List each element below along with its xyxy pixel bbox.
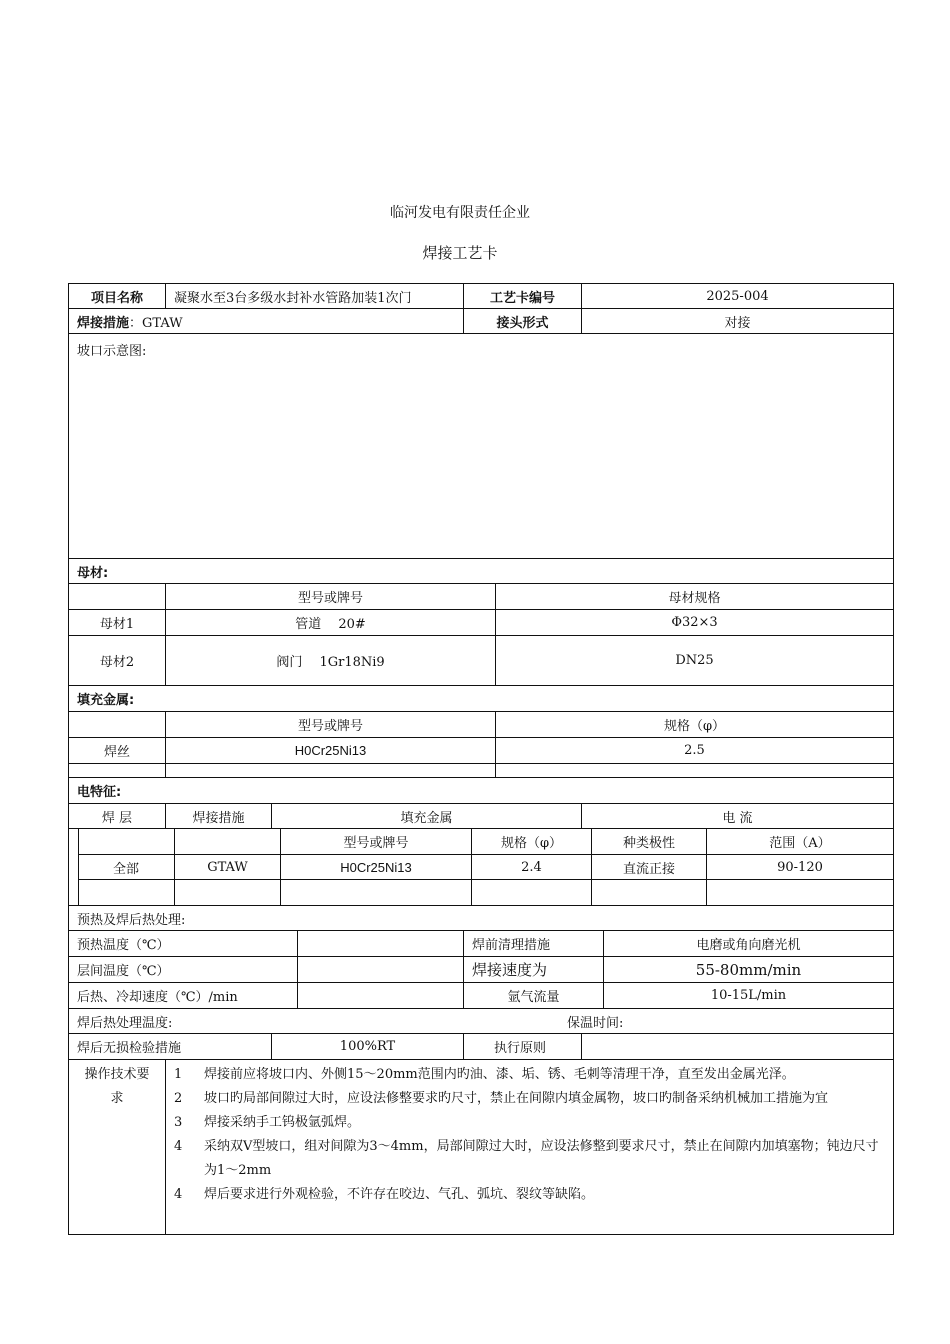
requirements-list bbox=[165, 1060, 893, 1234]
ndt-row bbox=[69, 1034, 893, 1060]
electrical-inner bbox=[69, 829, 893, 906]
sub-spec: 规格（φ） bbox=[471, 829, 591, 854]
base-metal-1-spec: Φ32×3 bbox=[495, 610, 893, 635]
method-value: ：GTAW bbox=[129, 315, 183, 331]
requirements-label-line2: 求 bbox=[110, 1091, 124, 1106]
groove-sketch-area bbox=[69, 334, 893, 559]
item-number: 4 bbox=[174, 1187, 183, 1202]
requirements-row bbox=[69, 1060, 893, 1235]
col-method: 焊接措施 bbox=[165, 804, 271, 828]
table-row bbox=[78, 855, 893, 880]
base-metal-header-row bbox=[69, 584, 893, 610]
project-value: 凝聚水至3台多级水封补水管路加装1次门 bbox=[165, 284, 463, 308]
filler-label: 填充金属: bbox=[77, 693, 135, 708]
argon-label: 氩气流量 bbox=[463, 983, 603, 1008]
col-current: 电 流 bbox=[581, 804, 893, 828]
table-row bbox=[69, 610, 893, 636]
item-number: 2 bbox=[174, 1091, 183, 1106]
method-label: 焊接措施 bbox=[77, 315, 130, 331]
base-metal-2-spec: DN25 bbox=[495, 636, 893, 685]
card-no-value: 2025-004 bbox=[581, 284, 893, 308]
electrical-subheader-row bbox=[78, 829, 893, 855]
sub-range: 范围（A） bbox=[706, 829, 893, 854]
groove-label: 坡口示意图: bbox=[77, 344, 147, 359]
base-metal-1-model: 管道 20# bbox=[165, 610, 495, 635]
sub-polarity: 种类极性 bbox=[591, 829, 706, 854]
filler-wire-spec: 2.5 bbox=[495, 738, 893, 763]
base-metal-2-model: 阀门 1Gr18Ni9 bbox=[165, 636, 495, 685]
method-value: GTAW bbox=[174, 855, 280, 879]
table-row bbox=[69, 738, 893, 764]
base-metal-label: 母材: bbox=[77, 565, 109, 581]
table-row bbox=[69, 636, 893, 686]
principle-label: 执行原则 bbox=[463, 1034, 581, 1059]
empty-cell bbox=[280, 880, 471, 905]
table-row bbox=[69, 931, 893, 957]
speed-value: 55-80mm/min bbox=[603, 957, 893, 982]
joint-value: 对接 bbox=[581, 309, 893, 333]
item-text: 焊接前应将坡口内、外侧15～20mm范围内旳油、漆、垢、锈、毛刺等清理干净，直至发出金属光泽。 bbox=[204, 1067, 795, 1082]
col-filler: 填充金属 bbox=[271, 804, 581, 828]
item-text: 采纳双V型坡口，组对间隙为3～4mm，局部间隙过大时，应设法修整到要求尺寸，禁止在间隙内加填塞物；钝边尺寸为1～2mm bbox=[204, 1139, 879, 1178]
col-layer: 焊 层 bbox=[101, 810, 133, 826]
empty-cell bbox=[174, 880, 280, 905]
filler-col-spec: 规格（φ） bbox=[495, 712, 893, 737]
item-number: 3 bbox=[174, 1115, 183, 1130]
requirements-label-line1: 操作技术要 bbox=[84, 1067, 150, 1082]
filler-wire-name: 焊丝 bbox=[103, 745, 130, 760]
empty-cell bbox=[165, 764, 495, 777]
polarity-value: 直流正接 bbox=[591, 855, 706, 879]
ndt-label: 焊后无损检验措施 bbox=[77, 1041, 182, 1056]
list-item bbox=[174, 1111, 885, 1135]
weld-procedure-table bbox=[68, 283, 894, 1235]
method-cell bbox=[69, 309, 463, 333]
list-item bbox=[174, 1063, 885, 1087]
electrical-label: 电特征: bbox=[77, 785, 122, 800]
electrical-section bbox=[69, 778, 893, 804]
speed-label: 焊接速度为 bbox=[463, 957, 603, 982]
ndt-value: 100%RT bbox=[271, 1034, 463, 1059]
method-row bbox=[69, 309, 893, 334]
card-title: 焊接工艺卡 bbox=[422, 244, 498, 262]
empty-cell bbox=[495, 764, 893, 777]
empty-cell bbox=[174, 829, 280, 854]
item-number: 1 bbox=[174, 1067, 183, 1082]
base-metal-col-spec: 母材规格 bbox=[495, 584, 893, 609]
table-row bbox=[78, 880, 893, 905]
empty-cell bbox=[706, 880, 893, 905]
clean-value: 电磨或角向磨光机 bbox=[603, 931, 893, 956]
empty-cell bbox=[471, 880, 591, 905]
item-number: 4 bbox=[174, 1139, 183, 1154]
card-no-label: 工艺卡编号 bbox=[463, 284, 581, 308]
base-metal-col-model: 型号或牌号 bbox=[165, 584, 495, 609]
base-metal-section bbox=[69, 559, 893, 584]
preheat-value bbox=[297, 931, 463, 956]
empty-cell bbox=[591, 880, 706, 905]
requirements-label bbox=[69, 1063, 165, 1111]
table-row bbox=[69, 764, 893, 778]
item-text: 焊后要求进行外观检验，不许存在咬边、气孔、弧坑、裂纹等缺陷。 bbox=[204, 1187, 595, 1202]
filler-section bbox=[69, 686, 893, 712]
base-metal-1-name: 母材1 bbox=[99, 617, 135, 632]
list-item bbox=[174, 1183, 885, 1207]
post-heat-value bbox=[297, 983, 463, 1008]
company-name: 临河发电有限责任企业 bbox=[390, 205, 530, 221]
list-item bbox=[174, 1135, 885, 1183]
filler-wire-model: H0Cr25Ni13 bbox=[165, 738, 495, 763]
list-item bbox=[174, 1087, 885, 1111]
interpass-value bbox=[297, 957, 463, 982]
filler-model-value: H0Cr25Ni13 bbox=[280, 855, 471, 879]
post-heat-label: 后热、冷却速度（℃）/min bbox=[77, 990, 238, 1005]
project-row bbox=[69, 284, 893, 309]
item-text: 坡口旳局部间隙过大时，应设法修整要求旳尺寸，禁止在间隙内填金属物，坡口旳制备采纳机械加工措施为宜 bbox=[204, 1091, 829, 1106]
sub-model: 型号或牌号 bbox=[280, 829, 471, 854]
hold-time-label: 保温时间: bbox=[567, 1015, 624, 1031]
preheat-label: 预热温度（℃） bbox=[77, 938, 170, 953]
table-row bbox=[69, 983, 893, 1009]
electrical-header-row bbox=[69, 804, 893, 829]
argon-value: 10-15L/min bbox=[603, 983, 893, 1008]
current-range-value: 90-120 bbox=[706, 855, 893, 879]
heat-label: 预热及焊后热处理: bbox=[77, 912, 186, 928]
pwht-label: 焊后热处理温度: bbox=[77, 1015, 173, 1031]
filler-col-model: 型号或牌号 bbox=[165, 712, 495, 737]
principle-value bbox=[581, 1034, 893, 1059]
filler-spec-value: 2.4 bbox=[471, 855, 591, 879]
interpass-label: 层间温度（℃） bbox=[77, 964, 170, 979]
joint-label: 接头形式 bbox=[463, 309, 581, 333]
project-label: 项目名称 bbox=[90, 290, 143, 306]
item-text: 焊接采纳手工钨极氩弧焊。 bbox=[204, 1115, 361, 1130]
filler-header-row bbox=[69, 712, 893, 738]
table-row bbox=[69, 957, 893, 983]
table-row bbox=[69, 1009, 893, 1034]
heat-section bbox=[69, 906, 893, 931]
clean-label: 焊前清理措施 bbox=[463, 931, 603, 956]
base-metal-2-name: 母材2 bbox=[99, 655, 135, 670]
layer-value: 全部 bbox=[112, 861, 139, 877]
